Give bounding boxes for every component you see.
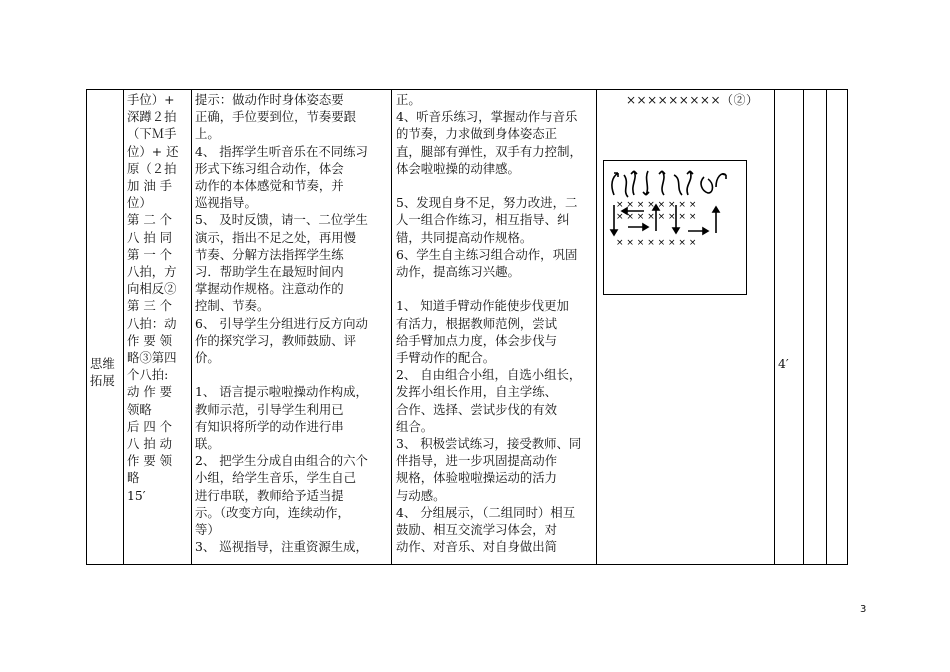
col-divider	[826, 89, 827, 565]
curved-arrow-icon	[701, 177, 712, 193]
content-line: 第 二 个	[127, 212, 173, 228]
content-line: 八拍，方	[127, 264, 177, 280]
content-line: 手位）+	[127, 92, 175, 107]
content-line: 位）+ 还	[127, 143, 179, 159]
curved-arrow-icon	[624, 175, 628, 197]
formation-marks-row: × × × × × × × ×	[616, 212, 697, 222]
curved-arrow-icon	[659, 171, 665, 195]
content-line: 领略	[127, 401, 152, 417]
student-line: 有活力，根据教师范例，尝试	[396, 315, 558, 331]
teacher-line: 巡视指导。	[195, 195, 257, 211]
teacher-line: 4、 指挥学生听音乐在不同练习	[195, 143, 368, 159]
student-line: 1、 知道手臂动作能使步伐更加	[396, 298, 569, 314]
student-line: 3、 积极尝试练习，接受教师、同	[396, 436, 582, 452]
teacher-line: 习．帮助学生在最短时间内	[195, 264, 344, 280]
content-line: 向相反②	[127, 281, 177, 297]
student-line: 直，腿部有弹性，双手有力控制，	[396, 143, 582, 159]
student-line: 体会啦啦操的动律感。	[396, 160, 520, 176]
content-line: 深蹲２拍	[127, 109, 177, 125]
curved-arrow-icon	[631, 171, 637, 195]
formation-marks-row: × × × × × × × ×	[616, 200, 697, 210]
col-divider	[391, 89, 392, 565]
student-line: 4、 分组展示，（二组同时）相互	[396, 504, 576, 520]
teacher-line: 上。	[195, 126, 220, 142]
teacher-line: 演示，指出不足之处，再用慢	[195, 229, 357, 245]
student-line: 人一组合作练习，相互指导、纠	[396, 212, 570, 228]
student-line: 与动感。	[396, 487, 446, 503]
student-line: 组合。	[396, 418, 434, 434]
teacher-line	[195, 366, 385, 383]
curved-arrow-icon	[674, 175, 682, 195]
curved-arrow-icon	[716, 174, 726, 187]
content-line: 八 拍 同	[127, 229, 173, 245]
content-line: 位）	[127, 195, 152, 211]
student-line: 伴指导，进一步巩固提高动作	[396, 453, 558, 469]
table-top-border	[86, 89, 848, 90]
teacher-line: 价。	[195, 350, 220, 366]
content-line: 后 四 个	[127, 418, 173, 434]
col-divider	[774, 89, 775, 565]
content-line: 八拍：动	[127, 315, 177, 331]
teacher-line: 进行串联，教师给予适当提	[195, 487, 344, 503]
teacher-line: 2、 把学生分成自由组合的六个	[195, 453, 368, 469]
arrow-head	[713, 207, 719, 212]
student-line: 动作，提高练习兴趣。	[396, 264, 520, 280]
teacher-line: 动作的本体感觉和节奏，并	[195, 178, 344, 194]
page-number: 3	[860, 604, 867, 615]
student-line: 鼓励、相互交流学习体会，对	[396, 522, 558, 538]
arrow-head	[673, 228, 679, 233]
teacher-line: 掌握动作规格。注意动作的	[195, 281, 344, 297]
student-line: 6、学生自主练习组合动作，巩固	[396, 246, 578, 262]
teacher-line: 6、 引导学生分组进行反方向动	[195, 315, 368, 331]
teacher-line: 作的探究学习，教师鼓励、评	[195, 332, 357, 348]
content-line: 作 要 领	[127, 453, 173, 469]
student-line: 5、发现自身不足，努力改进，二	[396, 195, 578, 211]
formation-drawing	[604, 161, 746, 294]
duration: 4′	[778, 356, 789, 371]
student-line: 合作、选择、尝试步伐的有效	[396, 401, 558, 417]
col-divider	[596, 89, 597, 565]
teacher-line: 形式下练习组合动作，体会	[195, 160, 344, 176]
content-line: 作 要 领	[127, 332, 173, 348]
student-activity-column	[396, 91, 594, 555]
teacher-line: 等）	[195, 522, 220, 538]
student-line: 正。	[396, 92, 421, 107]
teacher-line: 小组，给学生音乐，学生自己	[195, 470, 357, 486]
formation-marks-row: × × × × × × × ×	[616, 238, 697, 248]
section-label-line: 拓展	[90, 373, 115, 389]
student-line: 动作、对音乐、对自身做出简	[396, 539, 558, 555]
content-line: 个八拍:	[127, 367, 169, 383]
student-line: 的节奏，力求做到身体姿态正	[396, 126, 558, 142]
content-line: 第 一 个	[127, 246, 173, 262]
curved-arrow-icon	[687, 171, 693, 195]
formation-diagram	[603, 160, 747, 295]
teacher-line: 有知识将所学的动作进行串	[195, 418, 344, 434]
section-label	[90, 355, 120, 389]
col-divider	[123, 89, 124, 565]
teacher-line: 控制、节奏。	[195, 298, 270, 314]
formation-caption: ×××××××××（②）	[626, 93, 759, 107]
content-line: 略	[127, 470, 140, 486]
student-line: 手臂动作的配合。	[396, 350, 496, 366]
content-line: 八 拍 动	[127, 436, 173, 452]
col-divider	[847, 89, 848, 565]
teacher-activity-column	[195, 91, 385, 555]
arrow-head	[643, 224, 648, 230]
content-line: 加 油 手	[127, 178, 173, 194]
curved-arrow-icon	[612, 173, 618, 195]
content-line: 动 作 要	[127, 384, 173, 400]
content-line: （下Ｍ手	[127, 126, 177, 142]
curved-arrow-icon	[643, 171, 649, 195]
arrow-head	[703, 228, 708, 234]
content-line: 第 三 个	[127, 298, 173, 314]
student-line: 4、听音乐练习，掌握动作与音乐	[396, 109, 578, 125]
teacher-line: 示。（改变方向，连续动作，	[195, 504, 350, 520]
teacher-line: 5、 及时反馈，请一、二位学生	[195, 212, 368, 228]
teaching-content-column	[127, 91, 189, 504]
teacher-line: 正确，手位要到位，节奏要跟	[195, 109, 357, 125]
content-line: 原（２拍	[127, 160, 177, 176]
section-label-line: 思维	[90, 356, 115, 371]
content-line: 15′	[127, 487, 146, 503]
content-line: 略③第四	[127, 350, 177, 366]
col-divider	[191, 89, 192, 565]
student-line: 给手臂加点力度，体会步伐与	[396, 332, 558, 348]
teacher-line: 节奏、分解方法指挥学生练	[195, 246, 344, 262]
arrow-head	[611, 230, 617, 235]
student-line: 2、 自由组合小组，自选小组长，	[396, 367, 582, 383]
teacher-line: 教师示范，引导学生利用已	[195, 401, 344, 417]
student-line	[396, 177, 594, 194]
student-line: 发挥小组长作用，自主学练、	[396, 384, 558, 400]
student-line	[396, 280, 594, 297]
teacher-line: 1、 语言提示啦啦操动作构成，	[195, 384, 368, 400]
col-divider	[803, 89, 804, 565]
teacher-line: 3、 巡视指导，注重资源生成，	[195, 539, 368, 555]
teacher-line: 提示：做动作时身体姿态要	[195, 92, 344, 107]
teacher-line: 联。	[195, 436, 220, 452]
table-bottom-border	[86, 564, 848, 565]
student-line: 规格，体验啦啦操运动的活力	[396, 470, 558, 486]
col-divider	[86, 89, 87, 565]
student-line: 错，共同提高动作规格。	[396, 229, 533, 245]
